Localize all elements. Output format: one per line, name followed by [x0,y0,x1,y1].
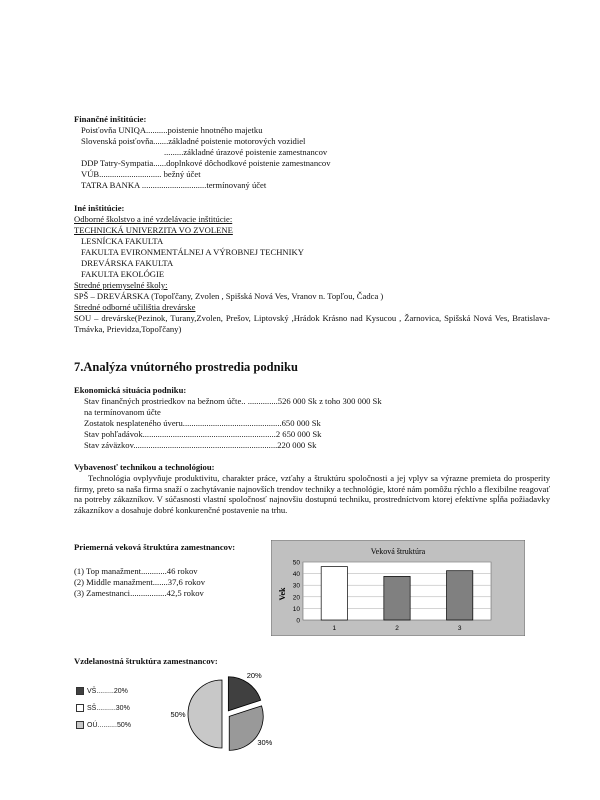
bar [384,576,410,620]
bar [447,571,473,620]
x-tick-label: 2 [395,625,399,632]
ine-subheading: Stredné priemyselné školy: [74,280,168,290]
fin-line: DDP Tatry-Sympatia......doplnkové dôchodkové poistenie zamestnancov [81,158,331,168]
faculty-item: FAKULTA EVIRONMENTÁLNEJ A VÝROBNEJ TECHNIKY [81,247,304,257]
legend-swatch [76,687,84,695]
eko-line: Stav finančných prostriedkov na bežnom účte.. ..............526 000 Sk z toho 300 000 Sk [84,396,382,406]
y-tick-label: 50 [292,559,300,567]
sps-line: SPŠ – DREVÁRSKA (Topoľčany, Zvolen , Spišská Nová Ves, Vranov n. Topľou, Čadca ) [74,291,384,301]
legend-item-ss [76,704,130,712]
ine-heading: Iné inštitúcie: [74,203,125,213]
pie-label: 50% [170,710,186,719]
x-tick-label: 1 [332,625,337,632]
fin-line: Slovenská poisťovňa.......základné poistenie motorových vozidiel [81,136,306,146]
fin-line: VÚB............................. bežný účet [81,169,201,179]
bar [321,567,347,620]
vek-item: (2) Middle manažment.......37,6 rokov [74,577,206,587]
pie-label: 30% [257,738,273,748]
faculty-item: DREVÁRSKA FAKULTA [81,258,174,268]
eko-line: Stav pohľadávok..............................................................2 650 000 Sk [84,429,322,439]
vzd-heading: Vzdelanostná štruktúra zamestnancov: [74,656,218,666]
pie-slice [188,680,222,748]
x-tick-label: 3 [457,625,462,632]
pie-label: 20% [246,671,262,681]
fin-heading: Finančné inštitúcie: [74,114,147,124]
eko-line: na termínovanom účte [84,407,161,417]
y-axis-label: Vek [278,587,287,601]
age-bar-chart [271,540,525,636]
fin-line: Poisťovňa UNIQA..........poistenie hnotného majetku [81,125,263,135]
eko-heading: Ekonomická situácia podniku: [74,385,187,395]
faculty-item: LESNÍCKA FAKULTA [81,236,164,246]
legend-label: SŠ..........30% [87,704,130,712]
legend-item-ou [76,721,131,729]
ine-subheading: Stredné odborné učilištia drevárske [74,302,196,312]
chart-title: Veková štruktúra [370,547,426,556]
y-tick-label: 20 [292,594,300,602]
y-tick-label: 40 [292,571,300,579]
y-tick-label: 30 [292,582,300,590]
section-title: 7.Analýza vnútorného prostredia podniku [74,360,298,374]
y-tick-label: 10 [292,605,300,613]
pie-slice [228,677,260,711]
vek-item: (1) Top manažment............46 rokov [74,566,198,576]
y-tick-label: 0 [296,617,300,625]
sou-paragraph: SOU – drevárske(Pezinok, Turany,Zvolen, Prešov, Liptovský ,Hrádok Krásno nad Kysucou , Žarnovica, Spišská Nová Ves, Bratislava- Trnávka, Prievidza,Topoľčany) [74,313,550,334]
legend-swatch [76,721,84,729]
fin-line: TATRA BANKA ..............................termínovaný účet [81,180,267,190]
vek-heading: Priemerná veková štruktúra zamestnancov: [74,542,236,552]
eko-line: Stav záväzkov...................................................................220 000 Sk [84,440,317,450]
faculty-item: FAKULTA EKOLÓGIE [81,269,165,279]
vyb-heading: Vybavenosť technikou a technológiou: [74,462,215,472]
education-pie-chart [168,670,288,760]
legend-label: OÚ..........50% [87,721,131,729]
fin-line: .........základné úrazové poistenie zamestnancov [164,147,328,157]
eko-line: Zostatok nesplateného úveru..............................................650 000 Sk [84,418,321,428]
vyb-paragraph: Technológia ovplyvňuje produktivitu, charakter práce, vzťahy a štruktúru spoločnosti a jej vplyv sa výrazne premieta do prosperity firmy, preto sa naša firma snaží o zachytávanie najnovších trendov techniky a technológie, ktoré nám pomôžu rýchlo a flexibilne reagovať na potreby zákazníkov. V súčasnosti vlastní spoločnosť najnovšiu dostupnú techniku, prostredníctvom ktorej efektívne spĺňa požiadavky zákazníkov a dosahuje dobré konkurenčné postavenie na trhu. [74,473,550,515]
university-name: TECHNICKÁ UNIVERZITA VO ZVOLENE [74,225,233,235]
legend-item-vs [76,687,128,695]
ine-subheading: Odborné školstvo a iné vzdelávacie inštitúcie: [74,214,233,224]
legend-swatch [76,704,84,712]
legend-label: VŠ.........20% [87,687,128,695]
vek-item: (3) Zamestnanci.................42,5 rokov [74,588,204,598]
